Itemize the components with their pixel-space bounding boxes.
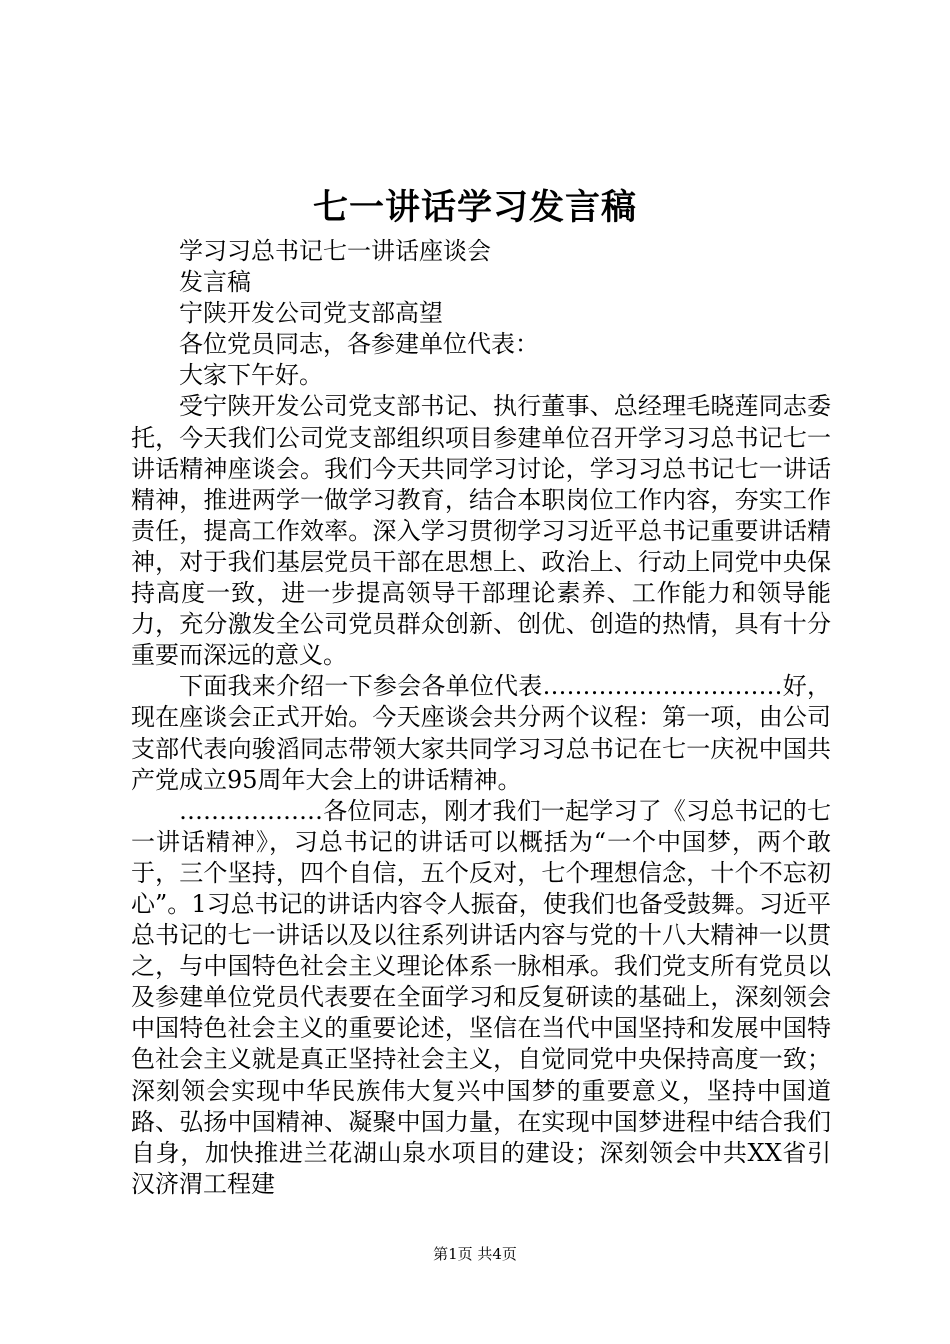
document-title: 七一讲话学习发言稿 <box>312 187 637 228</box>
paragraph-salutation: 各位党员同志，各参建单位代表： <box>179 330 539 359</box>
paragraph-introduction: 受宁陕开发公司党支部书记、执行董事、总经理毛晓莲同志委托，今天我们公司党支部组织项目参建单位召开学习习总书记七一讲话精神座谈会。我们今天共同学习讨论，学习习总书记七一讲话精神，推进两学一做学习教育，结合本职岗位工作内容，夯实工作责任，提高工作效率。深入学习贯彻学习习近平总书记重要讲话精神，对于我们基层党员干部在思想上、政治上、行动上同党中央保持高度一致，进一步提高领导干部理论素养、工作能力和领导能力，充分激发全公司党员群众创新、创优、创造的热情，具有十分重要而深远的意义。 <box>131 392 831 670</box>
paragraph-summary: ………………各位同志，刚才我们一起学习了《习总书记的七一讲话精神》，习总书记的讲话可以概括为“一个中国梦，两个敢于，三个坚持，四个自信，五个反对，七个理想信念，十个不忘初心”。1习总书记的讲话内容令人振奋，使我们也备受鼓舞。习近平总书记的七一讲话以及以往系列讲话内容与党的十八大精神一以贯之，与中国特色社会主义理论体系一脉相承。我们党支所有党员以及参建单位党员代表要在全面学习和反复研读的基础上，深刻领会中国特色社会主义的重要论述，坚信在当代中国坚持和发展中国特色社会主义就是真正坚持社会主义，自觉同党中央保持高度一致；深刻领会实现中华民族伟大复兴中国梦的重要意义，坚持中国道路、弘扬中国精神、凝聚中国力量，在实现中国梦进程中结合我们自身，加快推进兰花湖山泉水项目的建设；深刻领会中共XX省引汉济渭工程建 <box>131 796 831 1198</box>
document-body <box>131 236 831 1200</box>
paragraph-agenda: 下面我来介绍一下参会各单位代表…………………………好，现在座谈会正式开始。今天座谈会共分两个议程：第一项，由公司支部代表向骏滔同志带领大家共同学习习总书记在七一庆祝中国共产党成立95周年大会上的讲话精神。 <box>131 672 831 794</box>
page-number-footer: 第1页 共4页 <box>433 1245 517 1263</box>
paragraph-meeting-title: 学习习总书记七一讲话座谈会 <box>179 237 491 265</box>
paragraph-speaker: 宁陕开发公司党支部高望 <box>179 299 443 328</box>
paragraph-greeting: 大家下午好。 <box>179 361 323 390</box>
paragraph-speech-label: 发言稿 <box>179 268 251 297</box>
